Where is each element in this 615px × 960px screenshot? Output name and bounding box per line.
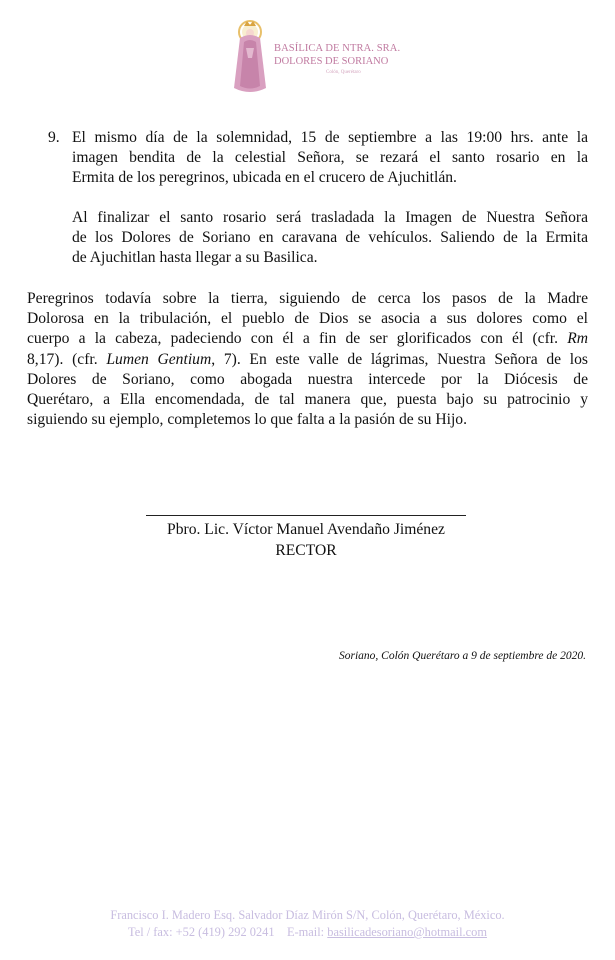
footer-phone: Tel / fax: +52 (419) 292 0241	[128, 925, 275, 939]
item-number: 9.	[48, 129, 60, 146]
signatory-title: RECTOR	[275, 542, 337, 559]
logo-subtitle-line: DOLORES DE SORIANO	[274, 56, 389, 67]
footer-contact	[0, 925, 615, 940]
basilica-logo	[226, 18, 426, 98]
logo-location-line: Colón, Querétaro	[326, 70, 361, 75]
footer-email-link[interactable]: basilicadesoriano@hotmail.com	[327, 925, 487, 939]
paragraph-pilgrims	[27, 289, 588, 430]
footer-email-label: E-mail:	[286, 925, 325, 939]
paragraph-item-9	[72, 128, 588, 189]
text-line: Dolores de Soriano, como abogada nuestra intercede por la Diócesis de	[27, 370, 588, 388]
text-line: siguiendo su ejemplo, completemos lo que falta a la pasión de su Hijo.	[27, 411, 467, 429]
paragraph-procession	[72, 208, 588, 269]
signatory-name: Pbro. Lic. Víctor Manuel Avendaño Jiménez	[167, 521, 445, 538]
text-line: de los Dolores de Soriano en caravana de vehículos. Saliendo de la Ermita	[72, 229, 588, 247]
text-line: Ermita de los peregrinos, ubicada en el crucero de Ajuchitlán.	[72, 169, 457, 187]
text-line: Al finalizar el santo rosario será trasladada la Imagen de Nuestra Señora	[72, 209, 588, 226]
text-line: 8,17). (cfr. Lumen Gentium, 7). En este valle de lágrimas, Nuestra Señora de los	[27, 350, 588, 368]
text-line: Dolorosa en la tribulación, el pueblo de Dios se asocia a sus dolores como el	[27, 310, 588, 328]
signature-line	[146, 515, 466, 516]
text-line: de Ajuchitlan hasta llegar a su Basilica.	[72, 249, 318, 267]
virgin-emblem-icon	[226, 18, 274, 98]
logo-title-line: BASÍLICA DE NTRA. SRA.	[274, 43, 401, 54]
text-line: Querétaro, a Ella encomendada, de tal manera que, puesta bajo su patrocinio y	[27, 391, 588, 409]
footer-address: Francisco I. Madero Esq. Salvador Díaz Mirón S/N, Colón, Querétaro, México.	[110, 908, 505, 922]
text-line: cuerpo a la cabeza, padeciendo con él a fin de ser glorificados con él (cfr. Rm	[27, 330, 588, 348]
place-date-line: Soriano, Colón Querétaro a 9 de septiembre de 2020.	[338, 650, 586, 662]
text-line: Peregrinos todavía sobre la tierra, siguiendo de cerca los pasos de la Madre	[27, 290, 588, 307]
text-line: imagen bendita de la celestial Señora, se rezará el santo rosario en la	[72, 149, 588, 167]
text-line: El mismo día de la solemnidad, 15 de septiembre a las 19:00 hrs. ante la	[72, 129, 588, 146]
